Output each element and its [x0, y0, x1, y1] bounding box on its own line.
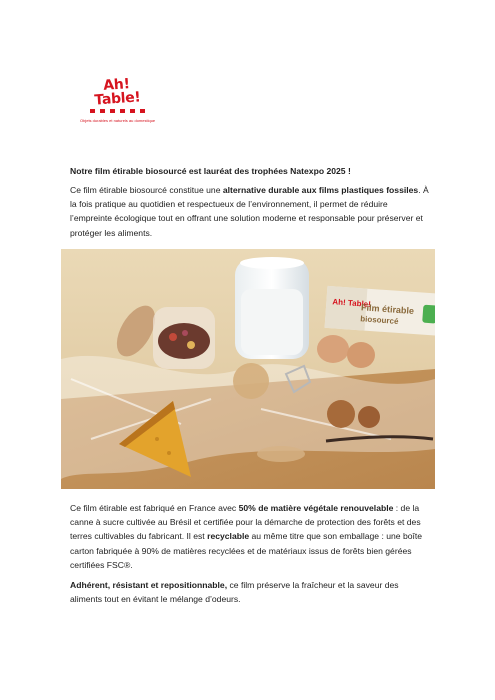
heading: Notre film étirable biosourcé est lauréat des trophées Natexpo 2025 !: [70, 166, 351, 176]
manufacturing-paragraph: Ce film étirable est fabriqué en France avec 50% de matière végétale renouvelable : de la canne à sucre cultivée au Brésil et certifiée pour la démarche de protection des forêts et des terres cultivables du fabricant. Il est recyclable au même titre que son emballage : une boîte carton fabriquée à 90% de matières recyclées et de matériaux issus de forêts bien gérées certifiées FSC®.: [70, 503, 423, 570]
logo-name: Ah! Table!: [93, 76, 142, 109]
product-photo: [61, 249, 435, 489]
features-paragraph: Adhérent, résistant et repositionnable, ce film préserve la fraîcheur et la saveur des aliments tout en évitant le mélange d’odeurs.: [70, 580, 399, 605]
intro-paragraph: Ce film étirable biosourcé constitue une alternative durable aux films plastiques fossiles. À la fois pratique au quotidien et respectueux de l’environnement, il permet de réduire l’empreinte écologique tout en offrant une solution moderne et responsable pour préserver et protéger les aliments.: [70, 185, 429, 238]
brand-logo: [80, 76, 156, 123]
product-box: [325, 286, 435, 336]
svg-text:biosourcé: biosourcé: [359, 314, 399, 326]
svg-text:Ah! Table!: Ah! Table!: [332, 297, 372, 309]
logo-tagline: Objets durables et naturels au domestique: [80, 118, 156, 123]
small-jar: [153, 307, 215, 369]
tall-jar: [235, 257, 309, 359]
logo-checker-pattern: [80, 109, 154, 116]
svg-text:Film étirable: Film étirable: [360, 302, 415, 316]
